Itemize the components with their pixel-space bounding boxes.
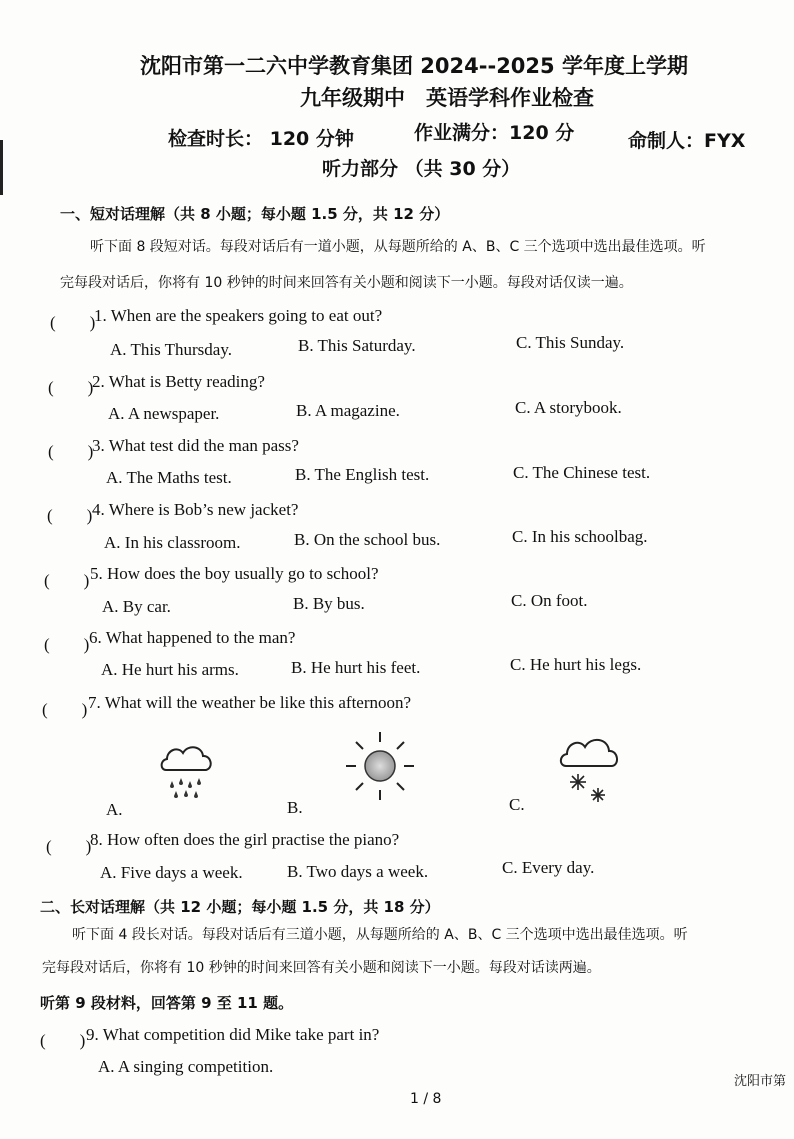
q8-option-a: A. Five days a week. bbox=[100, 863, 243, 882]
answer-blank[interactable]: ( ) bbox=[44, 571, 90, 590]
q2-option-c: C. A storybook. bbox=[515, 398, 622, 417]
q1-option-a: A. This Thursday. bbox=[110, 340, 232, 359]
q5-option-a: A. By car. bbox=[102, 597, 171, 616]
answer-blank[interactable]: ( ) bbox=[48, 442, 94, 461]
question-2: 2. What is Betty reading? bbox=[92, 372, 265, 391]
q7-option-b: B. bbox=[287, 798, 303, 817]
question-1: 1. When are the speakers going to eat out? bbox=[94, 306, 383, 325]
part1-instructions-1: 听下面 8 段短对话。每段对话后有一道小题，从每题所给的 A、B、C 三个选项中选出最佳选项。听 bbox=[90, 239, 706, 255]
corner-text: 沈阳市第 bbox=[734, 1074, 787, 1089]
q3-option-c: C. The Chinese test. bbox=[513, 463, 651, 482]
question-7: 7. What will the weather be like this afternoon? bbox=[88, 693, 412, 712]
q6-option-b: B. He hurt his feet. bbox=[291, 658, 421, 677]
q6-option-a: A. He hurt his arms. bbox=[101, 660, 239, 679]
answer-blank[interactable]: ( ) bbox=[46, 837, 92, 856]
q1-option-c: C. This Sunday. bbox=[516, 333, 625, 352]
scan-edge-mark bbox=[0, 140, 3, 195]
q1-option-b: B. This Saturday. bbox=[298, 336, 416, 355]
answer-blank[interactable]: ( ) bbox=[40, 1031, 86, 1050]
q3-option-a: A. The Maths test. bbox=[106, 468, 232, 487]
answer-blank[interactable]: ( ) bbox=[47, 506, 93, 525]
part2-material-label: 听第 9 段材料，回答第 9 至 11 题。 bbox=[40, 994, 294, 1012]
page-number: 1 / 8 bbox=[410, 1091, 442, 1107]
score-label: 作业满分：120 分 bbox=[414, 122, 575, 144]
part2-heading: 二、长对话理解（共 12 小题；每小题 1.5 分，共 18 分） bbox=[40, 898, 440, 916]
author-label: 命制人：FYX bbox=[628, 130, 746, 152]
section-title: 听力部分 （共 30 分） bbox=[322, 158, 521, 180]
answer-blank[interactable]: ( ) bbox=[42, 700, 88, 719]
answer-blank[interactable]: ( ) bbox=[44, 635, 90, 654]
question-9: 9. What competition did Mike take part in? bbox=[86, 1025, 380, 1044]
question-6: 6. What happened to the man? bbox=[89, 628, 296, 647]
q2-option-b: B. A magazine. bbox=[296, 401, 400, 420]
q4-option-c: C. In his schoolbag. bbox=[512, 527, 648, 546]
answer-blank[interactable]: ( ) bbox=[50, 313, 96, 332]
doc-title: 沈阳市第一二六中学教育集团 2024--2025 学年度上学期 bbox=[140, 54, 688, 78]
question-8: 8. How often does the girl practise the piano? bbox=[90, 830, 400, 849]
q9-option-a: A. A singing competition. bbox=[98, 1057, 274, 1076]
rain-cloud-icon bbox=[158, 740, 218, 804]
q4-option-b: B. On the school bus. bbox=[294, 530, 441, 549]
q5-option-b: B. By bus. bbox=[293, 594, 365, 613]
q5-option-c: C. On foot. bbox=[511, 591, 588, 610]
snow-cloud-icon bbox=[558, 730, 622, 808]
sun-icon bbox=[342, 728, 418, 804]
answer-blank[interactable]: ( ) bbox=[48, 378, 94, 397]
q3-option-b: B. The English test. bbox=[295, 465, 430, 484]
part2-instructions-2: 完每段对话后，你将有 10 秒钟的时间来回答有关小题和阅读下一小题。每段对话读两遍。 bbox=[42, 960, 601, 976]
q4-option-a: A. In his classroom. bbox=[104, 533, 241, 552]
q7-option-a: A. bbox=[106, 800, 123, 819]
part2-instructions-1: 听下面 4 段长对话。每段对话后有三道小题，从每题所给的 A、B、C 三个选项中选出最佳选项。听 bbox=[72, 927, 688, 943]
question-5: 5. How does the boy usually go to school? bbox=[90, 564, 379, 583]
doc-subtitle: 九年级期中 英语学科作业检查 bbox=[300, 86, 594, 110]
q7-option-c: C. bbox=[509, 795, 525, 814]
duration-label: 检查时长： 120 分钟 bbox=[168, 128, 354, 150]
part1-heading: 一、短对话理解（共 8 小题；每小题 1.5 分，共 12 分） bbox=[60, 205, 450, 223]
question-3: 3. What test did the man pass? bbox=[92, 436, 299, 455]
q8-option-b: B. Two days a week. bbox=[287, 862, 429, 881]
q2-option-a: A. A newspaper. bbox=[108, 404, 220, 423]
question-4: 4. Where is Bob’s new jacket? bbox=[92, 500, 299, 519]
q8-option-c: C. Every day. bbox=[502, 858, 595, 877]
q6-option-c: C. He hurt his legs. bbox=[510, 655, 642, 674]
part1-instructions-2: 完每段对话后，你将有 10 秒钟的时间来回答有关小题和阅读下一小题。每段对话仅读一遍。 bbox=[60, 275, 633, 291]
